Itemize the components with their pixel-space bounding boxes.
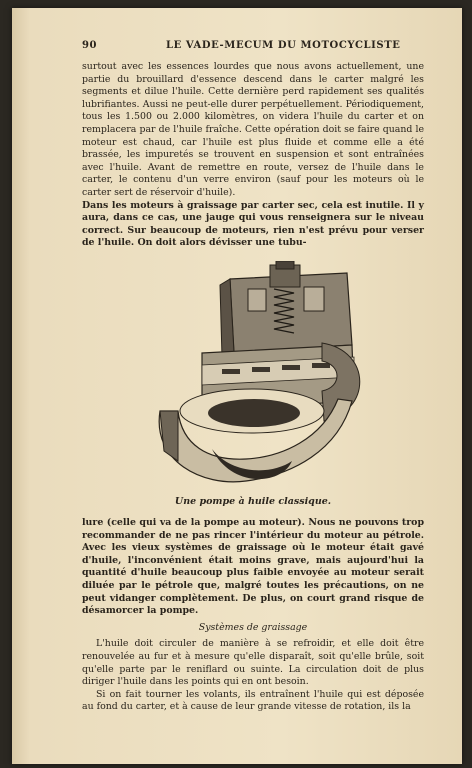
- bottom-text: [82, 517, 424, 714]
- paragraph: lure (celle qui va de la pompe au moteur). Nous ne pouvons trop recommander de ne pas rincer l'intérieur du moteur au pétrole. Avec les vieux systèmes de graissage où le moteur était gavé d'huile, l'inconvénient était moins grave, mais aujourd'hui la quantité d'huile beaucoup plus faible envoyée au moteur serait diluée par le pétrole que, malgré toutes les précautions, on ne peut vidanger complètement. De plus, on court grand risque de désamorcer la pompe.: [82, 517, 424, 617]
- top-text: [82, 61, 424, 250]
- oil-pump-illustration: [142, 261, 362, 491]
- page-number: 90: [82, 40, 98, 51]
- paragraph: L'huile doit circuler de manière à se refroidir, et elle doit être renouvelée au fur et à mesure qu'elle disparaît, soit qu'elle brûle, soit qu'elle parte par le reniflard ou suinte. La circulation doit de plus diriger l'huile dans les points qui en ont besoin.: [82, 638, 424, 688]
- paragraph: surtout avec les essences lourdes que nous avons actuellement, une partie du brouillard d'essence descend dans le carter malgré les segments et dilue l'huile. Cette dernière perd rapidement ses qualités lubrifiantes. Aussi ne peut-elle durer perpétuellement. Périodiquement, tous les 1.500 ou 2.000 kilomètres, on videra l'huile du carter et on remplacera par de l'huile fraîche. Cette opération doit se faire quand le moteur est chaud, car l'huile est plus fluide et comme elle a été brassée, les impuretés se trouvent en suspension et sont entraînées avec l'huile. Avant de remettre en route, versez de l'huile dans le carter, le contenu d'un verre environ (sauf pour les moteurs où le carter sert de réservoir d'huile).: [82, 61, 424, 198]
- section-heading: Systèmes de graissage: [198, 621, 308, 633]
- paragraph: Dans les moteurs à graissage par carter sec, cela est inutile. Il y aura, dans ce cas, une jauge qui vous renseignera sur le niveau correct. Sur beaucoup de moteurs, rien n'est prévu pour verser de l'huile. On doit alors dévisser une tubu-: [82, 199, 424, 249]
- book-page: [12, 8, 462, 764]
- figure-caption: Une pompe à huile classique.: [174, 496, 332, 507]
- oil-pump-drawing: [142, 261, 362, 491]
- running-title: LE VADE-MECUM DU MOTOCYCLISTE: [166, 40, 401, 51]
- paragraph: Si on fait tourner les volants, ils entraînent l'huile qui est déposée au fond du carter, et à cause de leur grande vitesse de rotation, ils la: [82, 688, 424, 713]
